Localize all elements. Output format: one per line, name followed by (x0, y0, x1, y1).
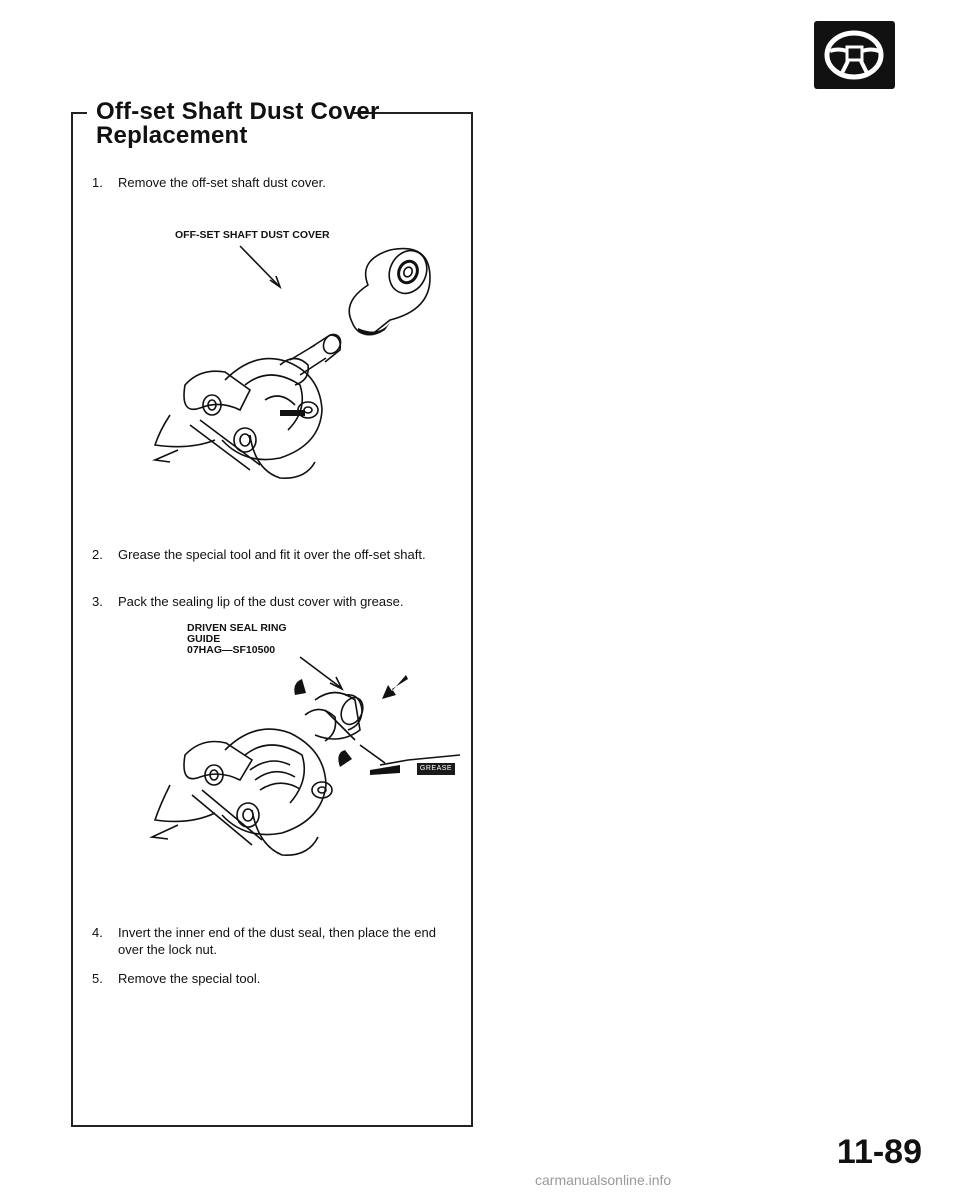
figure2-label-line1: DRIVEN SEAL RING (187, 622, 287, 634)
figure2-label-line3: 07HAG—SF10500 (187, 644, 276, 656)
step-3-number: 3. (92, 594, 103, 609)
step-4-number: 4. (92, 925, 103, 940)
step-4-text: Invert the inner end of the dust seal, then place the end over the lock nut. (118, 925, 436, 957)
step-1-text: Remove the off-set shaft dust cover. (118, 175, 326, 190)
steering-wheel-icon (814, 21, 895, 89)
step-1-number: 1. (92, 175, 103, 190)
figure1-label: OFF-SET SHAFT DUST COVER (175, 229, 330, 241)
figure2-illustration (130, 655, 460, 875)
section-title-line1: Off-set Shaft Dust Cover (96, 98, 380, 125)
frame-top-left-rule (71, 112, 87, 114)
section-title-line2: Replacement (96, 122, 248, 149)
grease-tube-label: GREASE (417, 763, 455, 775)
section-icon-badge (814, 21, 895, 89)
step-5-number: 5. (92, 971, 103, 986)
page-number: 11-89 (836, 1133, 922, 1171)
step-2-text: Grease the special tool and fit it over the off-set shaft. (118, 547, 426, 562)
watermark[interactable]: carmanualsonline.info (535, 1172, 672, 1188)
figure2-label-line2: GUIDE (187, 633, 221, 645)
step-5-text: Remove the special tool. (118, 971, 261, 986)
step-3-text: Pack the sealing lip of the dust cover with grease. (118, 594, 404, 609)
step-2-number: 2. (92, 547, 103, 562)
figure1-illustration (130, 240, 450, 490)
